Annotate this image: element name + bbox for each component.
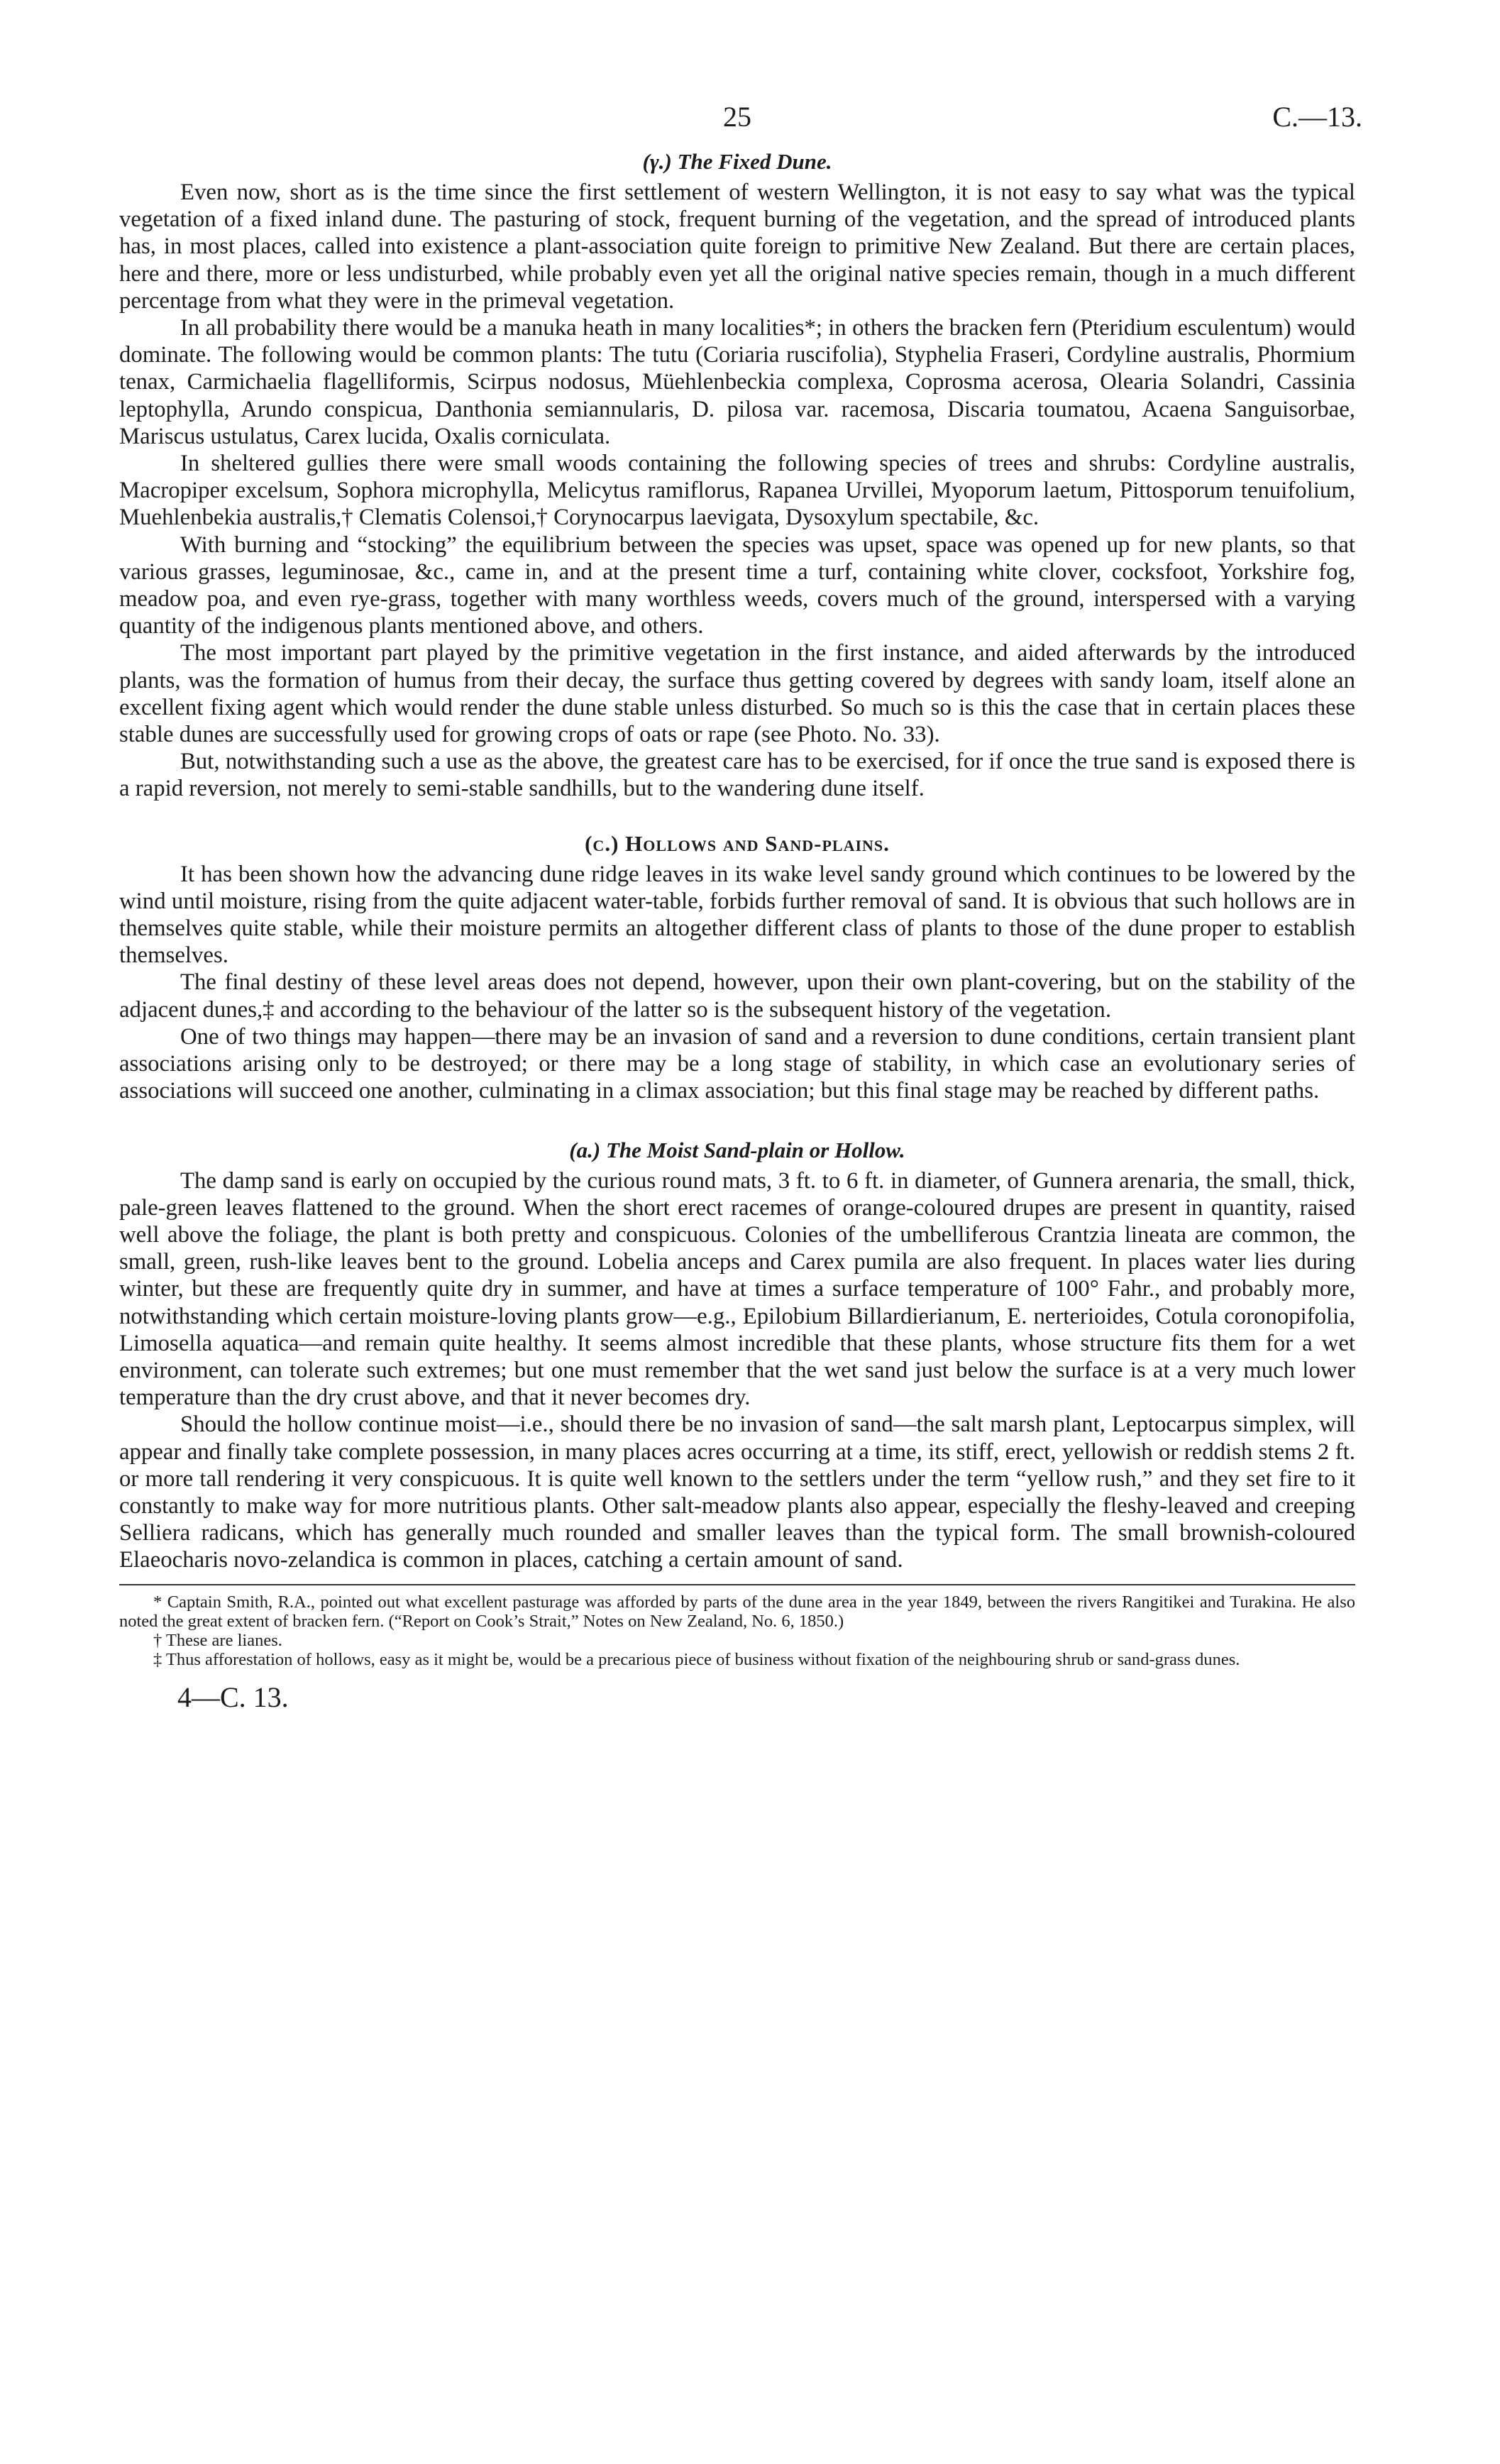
- signature-mark: 4—C. 13.: [177, 1681, 289, 1713]
- paragraph: One of two things may happen—there may be an invasion of sand and a reversion to dune conditions, certain transient plant associations arising only to be destroyed; or there may be a long stage of stability, in which case an evolutionary series of associations will succeed one another, culminating in a climax association; but this final stage may be reached by different paths.: [119, 1023, 1355, 1104]
- paragraph: In sheltered gullies there were small woods containing the following species of trees and shrubs: Cordyline australis, Macropiper excelsum, Sophora microphylla, Melicytus ramiflorus, Rapanea Urvillei, Myoporum laetum, Pittosporum tenuifolium, Muehlenbekia australis,† Clematis Colensoi,† Corynocarpus laevigata, Dysoxylum spectabile, &c.: [119, 451, 1355, 531]
- paragraph: Even now, short as is the time since the first settlement of western Wellington, it is not easy to say what was the typical vegetation of a fixed inland dune. The pasturing of stock, frequent burning of the vegetation, and the spread of introduced plants has, in most places, called into existence a plant-association quite foreign to primitive New Zealand. But there are certain places, here and there, more or less undisturbed, while probably even yet all the original native species remain, though in a much different percentage from what they were in the primeval vegetation.: [119, 180, 1355, 314]
- footnotes: [119, 1593, 1355, 1669]
- paragraph: In all probability there would be a manuka heath in many localities*; in others the bracken fern (Pteridium esculentum) would dominate. The following would be common plants: The tutu (Coriaria ruscifolia), Styphelia Fraseri, Cordyline australis, Phormium tenax, Carmichaelia flagelliformis, Scirpus nodosus, Müehlenbeckia complexa, Coprosma acerosa, Olearia Solandri, Cassinia leptophylla, Arundo conspicua, Danthonia semiannularis, D. pilosa var. racemosa, Discaria toumatou, Acaena Sanguisorbae, Mariscus ustulatus, Carex lucida, Oxalis corniculata.: [119, 315, 1355, 449]
- page-header: [119, 98, 1362, 148]
- heading-fixed-dune: (γ.) The Fixed Dune.: [642, 149, 832, 174]
- page: [119, 98, 1362, 1715]
- footnote: * Captain Smith, R.A., pointed out what excellent pasturage was afforded by parts of the dune area in the year 1849, between the rivers Rangitikei and Turakina. He also noted the great extent of bracken fern. (“Report on Cook’s Strait,” Notes on New Zealand, No. 6, 1850.): [119, 1592, 1355, 1631]
- paragraph: The damp sand is early on occupied by the curious round mats, 3 ft. to 6 ft. in diameter, of Gunnera arenaria, the small, thick, pale-green leaves flattened to the ground. When the short erect racemes of orange-coloured drupes are present in quantity, raised well above the foliage, the plant is both pretty and conspicuous. Colonies of the umbelliferous Crantzia lineata are common, the small, green, rush-like leaves bent to the ground. Lobelia anceps and Carex pumila are also frequent. In places water lies during winter, but these are frequently quite dry in summer, and have at times a surface temperature of 100° Fahr., and probably more, notwithstanding which certain moisture-loving plants grow—e.g., Epilobium Billardierianum, E. nerterioides, Cotula coronopifolia, Limosella aquatica—and remain quite healthy. It seems almost incredible that these plants, whose structure fits them for a wet environment, can tolerate such extremes; but one must remember that the wet sand just below the surface is at a very much lower temperature than the dry crust above, and that it never becomes dry.: [119, 1167, 1355, 1411]
- footnote-divider: [119, 1584, 1355, 1585]
- paragraph: Should the hollow continue moist—i.e., should there be no invasion of sand—the salt marsh plant, Leptocarpus simplex, will appear and finally take complete possession, in many places acres occurring at a time, its stiff, erect, yellowish or reddish stems 2 ft. or more tall rendering it very conspicuous. It is quite well known to the settlers under the term “yellow rush,” and they set fire to it constantly to make way for more nutritious plants. Other salt-meadow plants also appear, especially the fleshy-leaved and creeping Selliera radicans, which has generally much rounded and smaller leaves than the typical form. The small brownish-coloured Elaeocharis novo-zelandica is common in places, catching a certain amount of sand.: [119, 1412, 1355, 1573]
- heading-hollows: (c.) Hollows and Sand-plains.: [585, 830, 890, 856]
- paragraph: With burning and “stocking” the equilibrium between the species was upset, space was opened up for new plants, so that various grasses, leguminosae, &c., came in, and at the present time a turf, containing white clover, cocksfoot, Yorkshire fog, meadow poa, and even rye-grass, together with many worthless weeds, covers much of the ground, interspersed with a varying quantity of the indigenous plants mentioned above, and others.: [119, 532, 1355, 639]
- paragraph: The most important part played by the primitive vegetation in the first instance, and aided afterwards by the introduced plants, was the formation of humus from their decay, the surface thus getting covered by degrees with sandy loam, itself alone an excellent fixing agent which would render the dune stable unless disturbed. So much so is this the case that in certain places these stable dunes are successfully used for growing crops of oats or rape (see Photo. No. 33).: [119, 640, 1355, 748]
- document-reference: C.—13.: [1272, 101, 1362, 133]
- paragraph: But, notwithstanding such a use as the above, the greatest care has to be exercised, for if once the true sand is exposed there is a rapid reversion, not merely to semi-stable sandhills, but to the wandering dune itself.: [119, 749, 1355, 802]
- footnote: † These are lianes.: [153, 1630, 282, 1650]
- paragraph: The final destiny of these level areas does not depend, however, upon their own plant-covering, but on the stability of the adjacent dunes,‡ and according to the behaviour of the latter so is the subsequent history of the vegetation.: [119, 969, 1355, 1023]
- page-number: 25: [723, 101, 751, 133]
- footnote: ‡ Thus afforestation of hollows, easy as it might be, would be a precarious piece of business without fixation of the neighbouring shrub or sand-grass dunes.: [153, 1649, 1240, 1669]
- heading-moist-plain: (a.) The Moist Sand-plain or Hollow.: [569, 1137, 905, 1162]
- paragraph: It has been shown how the advancing dune ridge leaves in its wake level sandy ground which continues to be lowered by the wind until moisture, rising from the quite adjacent water-table, forbids further removal of sand. It is obvious that such hollows are in themselves quite stable, while their moisture permits an altogether different class of plants to those of the dune proper to establish themselves.: [119, 861, 1355, 969]
